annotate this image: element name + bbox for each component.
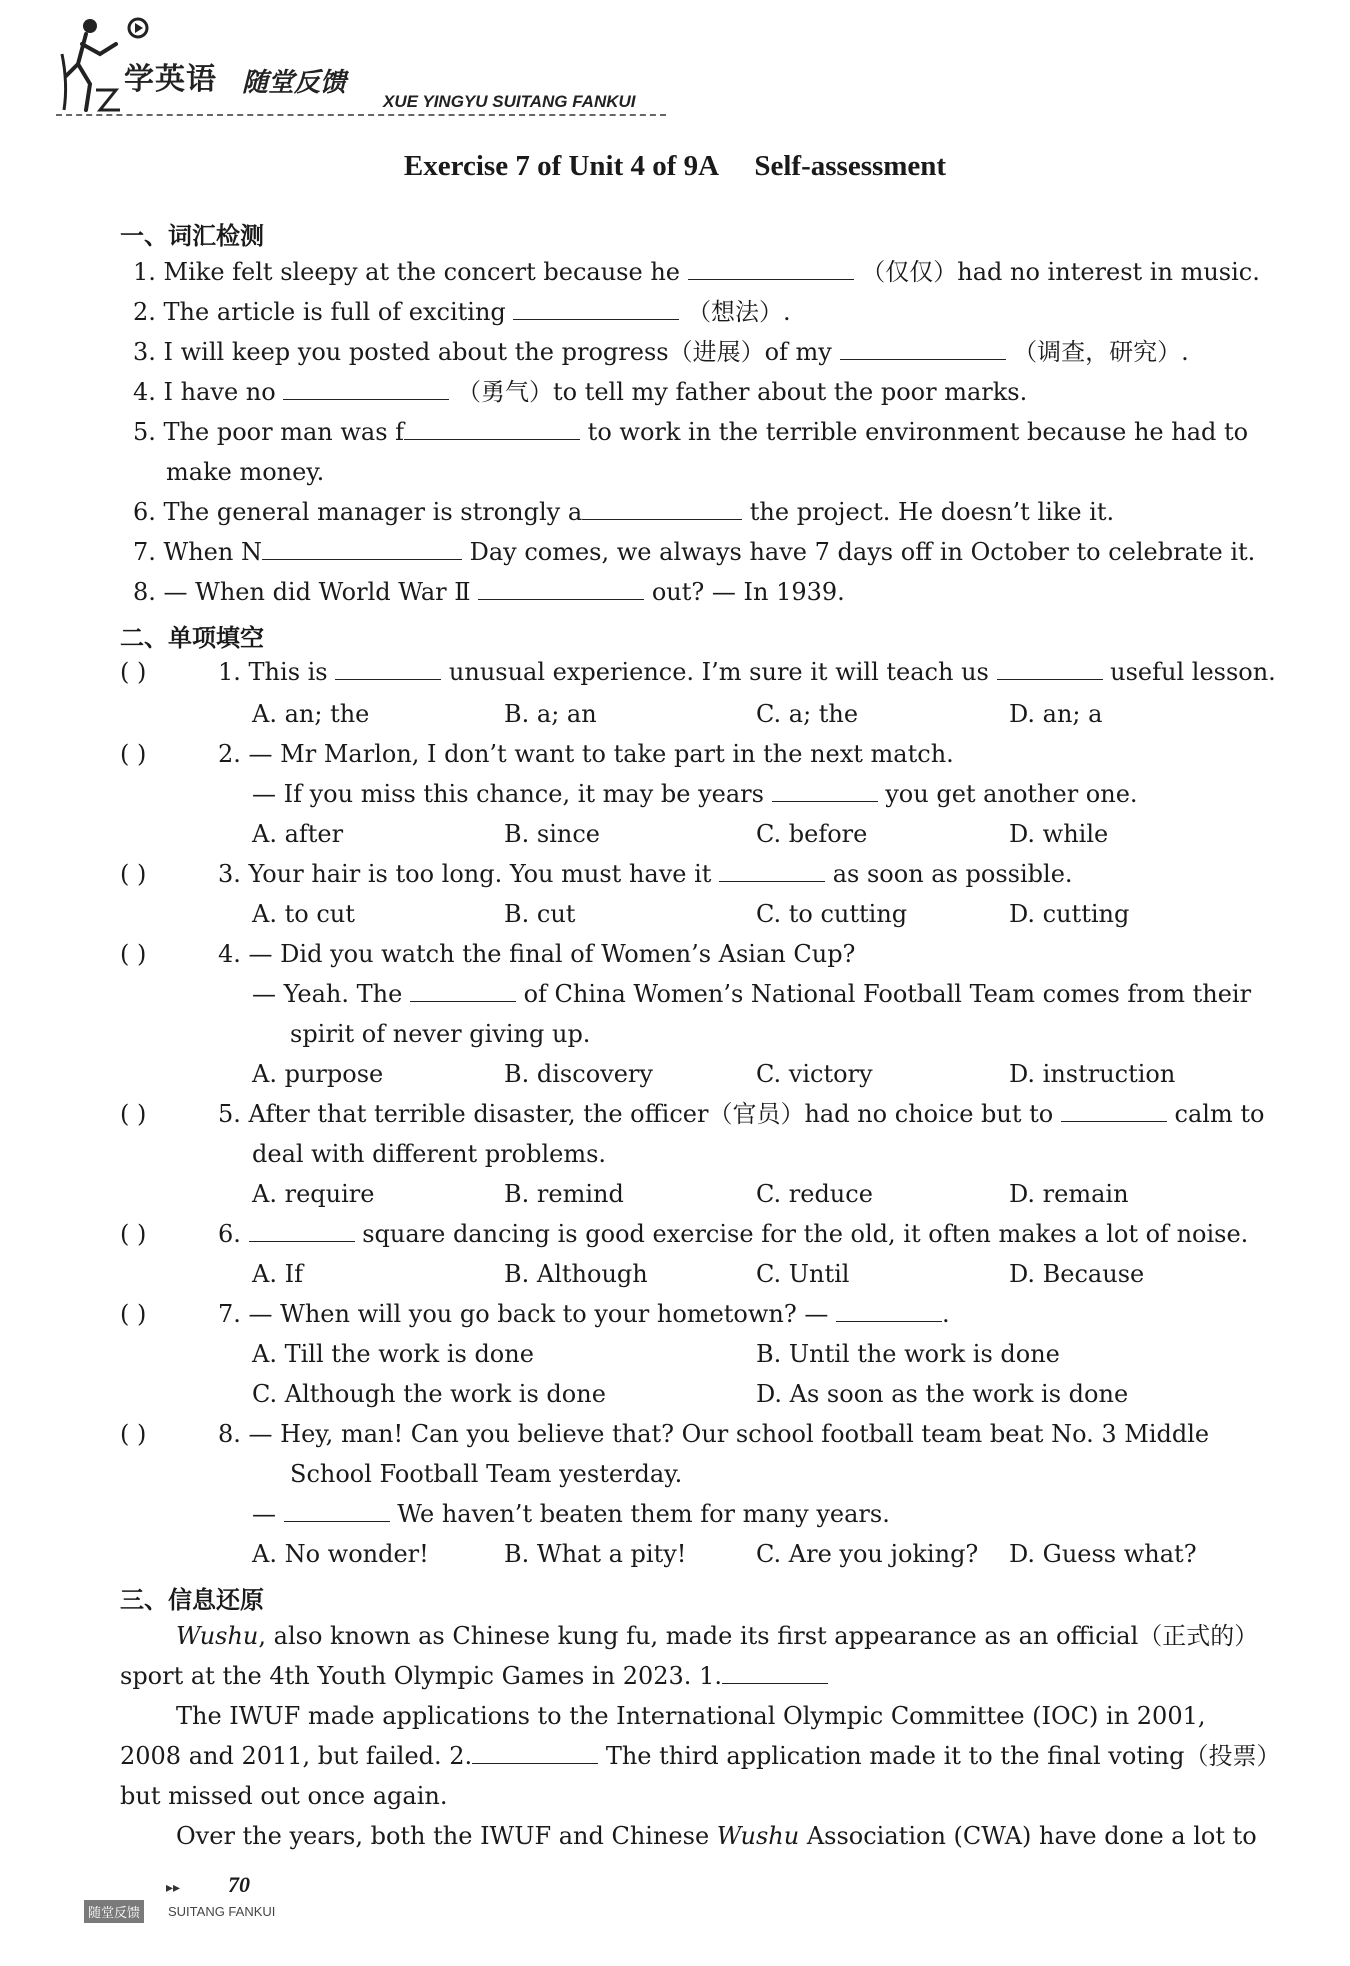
blank-number-1: 1. xyxy=(699,1662,722,1690)
option-d[interactable]: D. an; a xyxy=(1009,700,1103,728)
answer-blank xyxy=(284,1499,390,1522)
option-d[interactable]: D. cutting xyxy=(1009,900,1130,928)
page-number: 70 xyxy=(228,1872,250,1897)
option-c[interactable]: C. victory xyxy=(756,1060,873,1088)
option-a[interactable]: A. to cut xyxy=(252,900,355,928)
header-cn-subtitle: 随堂反馈 xyxy=(242,68,347,98)
answer-paren[interactable]: ( ) xyxy=(120,740,147,768)
answer-paren[interactable]: ( ) xyxy=(120,1300,147,1328)
answer-blank[interactable] xyxy=(472,1741,598,1764)
section3-heading: 三、信息还原 xyxy=(120,1586,264,1614)
mc-question-8: 8. — Hey, man! Can you believe that? Our school football team beat No. 3 Middle xyxy=(218,1420,1210,1448)
answer-blank[interactable] xyxy=(513,297,679,320)
footer-en-label: SUITANG FANKUI xyxy=(168,1904,276,1919)
passage-line-2: sport at the 4th Youth Olympic Games in 2023. 1. xyxy=(120,1660,828,1692)
passage-line-6: Over the years, both the IWUF and Chinese Wushu Association (CWA) have done a lot to xyxy=(176,1822,1257,1850)
mc-question-6: 6. square dancing is good exercise for the old, it often makes a lot of noise. xyxy=(218,1220,1249,1248)
answer-blank[interactable] xyxy=(404,417,580,440)
answer-blank xyxy=(772,779,878,802)
answer-blank xyxy=(249,1219,355,1242)
header-en-title: XUE YINGYU SUITANG FANKUI xyxy=(383,92,636,111)
passage-line-1: Wushu, also known as Chinese kung fu, made its first appearance as an official（正式的） xyxy=(176,1622,1259,1650)
mc-question-4: 4. — Did you watch the final of Women’s Asian Cup? xyxy=(218,940,856,968)
answer-blank[interactable] xyxy=(582,497,742,520)
option-b[interactable]: B. discovery xyxy=(504,1060,653,1088)
answer-paren[interactable]: ( ) xyxy=(120,860,147,888)
answer-paren[interactable]: ( ) xyxy=(120,1420,147,1448)
option-c[interactable]: C. reduce xyxy=(756,1180,873,1208)
option-d[interactable]: D. instruction xyxy=(1009,1060,1176,1088)
mc-question-8-line2: School Football Team yesterday. xyxy=(290,1460,683,1488)
passage-line-3: The IWUF made applications to the International Olympic Committee (IOC) in 2001, xyxy=(176,1702,1206,1730)
option-d[interactable]: D. Guess what? xyxy=(1009,1540,1197,1568)
header xyxy=(56,14,676,114)
passage-line-4: 2008 and 2011, but failed. 2. The third application made it to the final voting（投票） xyxy=(120,1742,1281,1770)
mc-question-7: 7. — When will you go back to your hometown? — . xyxy=(218,1300,950,1328)
answer-blank[interactable] xyxy=(262,537,462,560)
page-title xyxy=(0,150,1350,183)
option-c[interactable]: C. a; the xyxy=(756,700,859,728)
blank-number-2: 2. xyxy=(449,1742,473,1770)
option-d[interactable]: D. while xyxy=(1009,820,1109,848)
mc-question-4-line2: — Yeah. The of China Women’s National Football Team comes from their xyxy=(252,980,1252,1008)
title-main: Exercise 7 of Unit 4 of 9A xyxy=(403,150,720,182)
option-c[interactable]: C. Are you joking? xyxy=(756,1540,979,1568)
option-c[interactable]: C. Although the work is done xyxy=(252,1380,606,1408)
option-c[interactable]: C. to cutting xyxy=(756,900,908,928)
mc-question-2-line2: — If you miss this chance, it may be years you get another one. xyxy=(252,780,1138,808)
answer-blank xyxy=(410,979,516,1002)
option-b[interactable]: B. a; an xyxy=(504,700,597,728)
option-d[interactable]: D. Because xyxy=(1009,1260,1145,1288)
answer-blank xyxy=(997,657,1103,680)
answer-blank xyxy=(335,657,441,680)
answer-blank[interactable] xyxy=(688,257,854,280)
option-c[interactable]: C. before xyxy=(756,820,868,848)
mc-question-4-line3: spirit of never giving up. xyxy=(290,1020,591,1048)
option-a[interactable]: A. after xyxy=(252,820,344,848)
option-b[interactable]: B. since xyxy=(504,820,600,848)
option-a[interactable]: A. If xyxy=(252,1260,303,1288)
vocab-item-4: 4. I have no （勇气）to tell my father about the poor marks. xyxy=(133,378,1028,406)
option-b[interactable]: B. What a pity! xyxy=(504,1540,687,1568)
answer-blank xyxy=(1061,1099,1167,1122)
mc-question-2: 2. — Mr Marlon, I don’t want to take part in the next match. xyxy=(218,740,954,768)
footer-badge: 随堂反馈 xyxy=(84,1900,144,1923)
answer-blank[interactable] xyxy=(722,1661,828,1684)
option-a[interactable]: A. Till the work is done xyxy=(252,1340,534,1368)
option-a[interactable]: A. No wonder! xyxy=(252,1540,429,1568)
passage-line-5: but missed out once again. xyxy=(120,1782,448,1810)
header-cn-title: 学英语 xyxy=(124,62,217,97)
footer-arrows-icon: ▸▸ xyxy=(166,1880,181,1896)
header-divider xyxy=(56,114,666,116)
mc-question-5-line2: deal with different problems. xyxy=(252,1140,607,1168)
section1-heading: 一、词汇检测 xyxy=(120,222,264,250)
vocab-item-8: 8. — When did World War Ⅱ out? — In 1939. xyxy=(133,578,845,606)
option-a[interactable]: A. require xyxy=(252,1180,375,1208)
answer-paren[interactable]: ( ) xyxy=(120,658,147,686)
answer-blank[interactable] xyxy=(283,377,449,400)
answer-blank[interactable] xyxy=(840,337,1006,360)
vocab-item-1: 1. Mike felt sleepy at the concert because he （仅仅）had no interest in music. xyxy=(133,258,1260,286)
vocab-item-2: 2. The article is full of exciting （想法）. xyxy=(133,298,791,326)
title-sub: Self-assessment xyxy=(754,150,947,182)
mc-question-1: 1. This is unusual experience. I’m sure it will teach us useful lesson. xyxy=(218,658,1276,686)
vocab-item-5-cont: make money. xyxy=(166,458,325,486)
answer-paren[interactable]: ( ) xyxy=(120,1100,147,1128)
answer-paren[interactable]: ( ) xyxy=(120,1220,147,1248)
option-d[interactable]: D. remain xyxy=(1009,1180,1129,1208)
option-b[interactable]: B. cut xyxy=(504,900,576,928)
vocab-item-6: 6. The general manager is strongly a the project. He doesn’t like it. xyxy=(133,498,1115,526)
option-b[interactable]: B. Although xyxy=(504,1260,648,1288)
mc-question-5: 5. After that terrible disaster, the officer（官员）had no choice but to calm to xyxy=(218,1100,1265,1128)
option-a[interactable]: A. an; the xyxy=(252,700,370,728)
option-a[interactable]: A. purpose xyxy=(252,1060,384,1088)
option-c[interactable]: C. Until xyxy=(756,1260,850,1288)
mc-question-8-line3: — We haven’t beaten them for many years. xyxy=(252,1500,890,1528)
vocab-item-5: 5. The poor man was f to work in the terrible environment because he had to xyxy=(133,418,1249,446)
answer-paren[interactable]: ( ) xyxy=(120,940,147,968)
answer-blank xyxy=(719,859,825,882)
option-b[interactable]: B. Until the work is done xyxy=(756,1340,1060,1368)
vocab-item-7: 7. When N Day comes, we always have 7 days off in October to celebrate it. xyxy=(133,538,1256,566)
option-b[interactable]: B. remind xyxy=(504,1180,624,1208)
option-d[interactable]: D. As soon as the work is done xyxy=(756,1380,1129,1408)
mc-question-3: 3. Your hair is too long. You must have it as soon as possible. xyxy=(218,860,1073,888)
answer-blank xyxy=(836,1299,942,1322)
vocab-item-3: 3. I will keep you posted about the progress（进展）of my （调查，研究）. xyxy=(133,338,1189,366)
answer-blank[interactable] xyxy=(478,577,644,600)
section2-heading: 二、单项填空 xyxy=(120,624,264,652)
